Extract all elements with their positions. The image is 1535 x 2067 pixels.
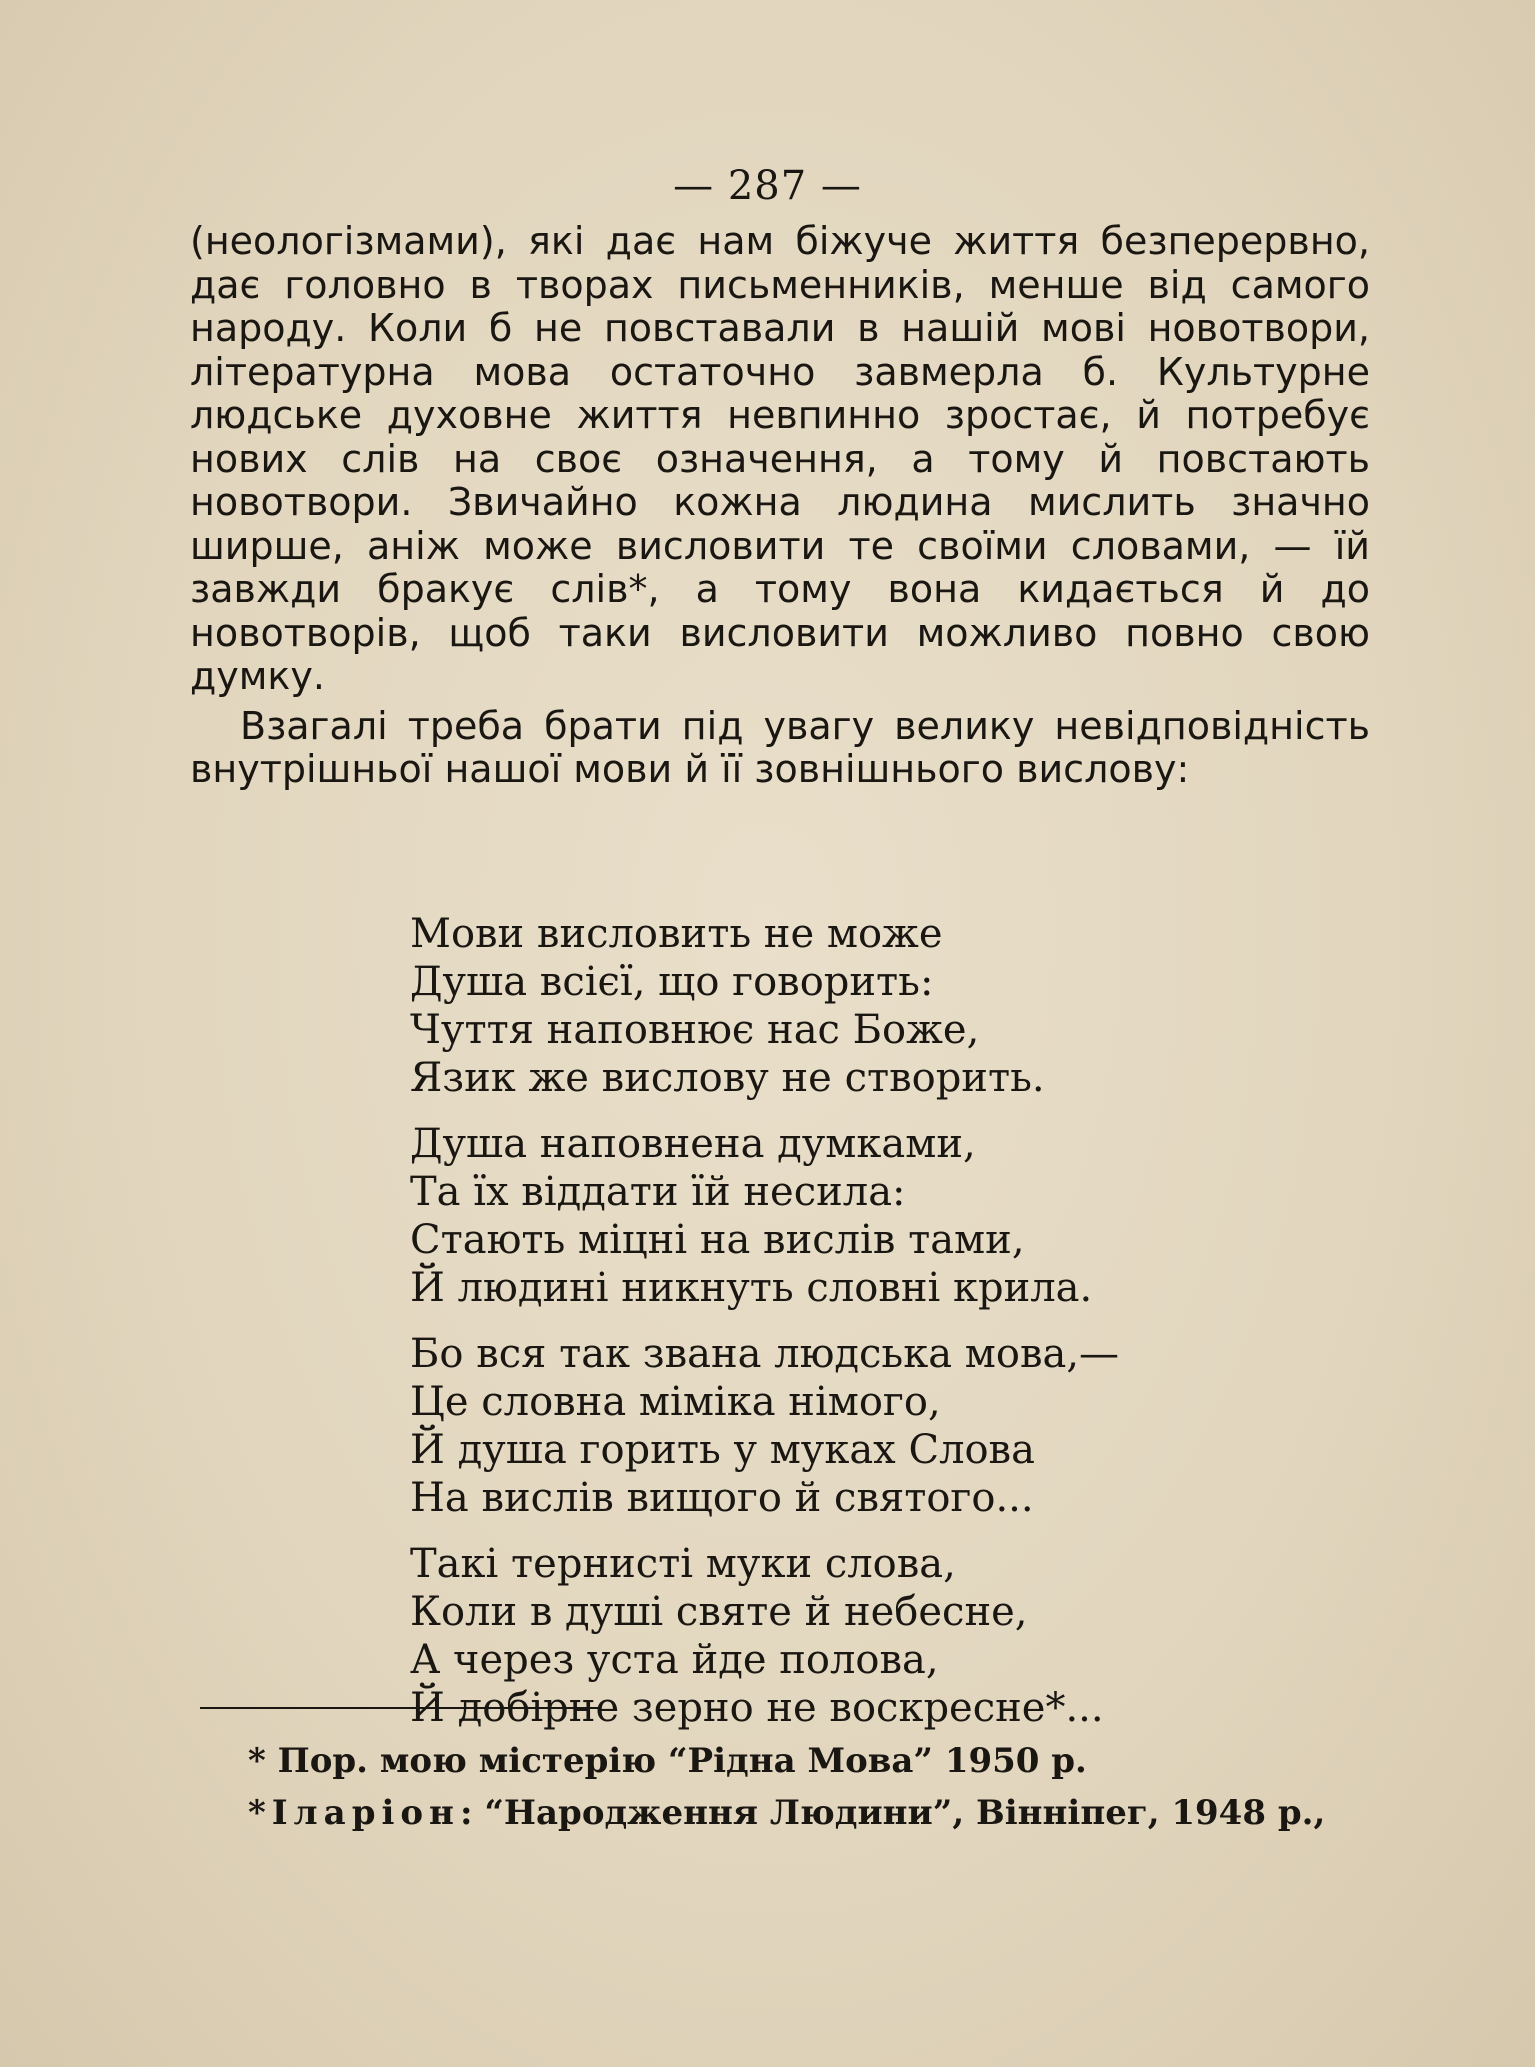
footnote-text: : “Народження Людини”, Вінніпег, 1948 р.,: [459, 1793, 1326, 1833]
stanza: [410, 1120, 1119, 1312]
poem-line: Й добірне зерно не воскресне*...: [410, 1685, 1104, 1731]
footnote-divider: [200, 1707, 600, 1709]
poem-line: Й людині никнуть словні крила.: [410, 1265, 1093, 1311]
poem-line: Язик же вислову не створить.: [410, 1055, 1045, 1101]
footnote: [248, 1787, 1325, 1839]
footnotes: [248, 1735, 1325, 1839]
stanza: [410, 1540, 1119, 1732]
poem-line: Й душа горить у муках Слова: [410, 1427, 1035, 1473]
footnote: * Пор. мою містерію “Рідна Мова” 1950 р.: [248, 1741, 1087, 1781]
poem-line: Душа всієї, що говорить:: [410, 959, 934, 1005]
poem-line: Стають міцні на вислів тами,: [410, 1217, 1025, 1263]
poem-line: Душа наповнена думками,: [410, 1121, 976, 1167]
poem-line: Це словна міміка німого,: [410, 1379, 941, 1425]
poem-line: На вислів вищого й святого...: [410, 1475, 1034, 1521]
poem-line: Такі тернисті муки слова,: [410, 1541, 956, 1587]
prose-block: [190, 220, 1370, 792]
poem-line: Коли в душі святе й небесне,: [410, 1589, 1028, 1635]
paragraph: (неологізмами), які дає нам біжуче життя безперервно, дає головно в творах письменників, менше від самого народу. Коли б не повставали в нашій мові новотвори, літературна мова остаточно завмерла б. Культурне людське духовне життя невпинно зростає, й потребує нових слів на своє означення, а тому й повстають новотвори. Звичайно кожна людина мислить значно ширше, аніж може висловити те своїми словами, — їй завжди бракує слів*, а тому вона кидається й до новотворів, щоб таки висловити можливо повно свою думку.: [190, 219, 1370, 698]
stanza: [410, 1330, 1119, 1522]
page-number: — 287 —: [673, 163, 862, 209]
poem-line: Чуття наповнює нас Боже,: [410, 1007, 980, 1053]
poem: [410, 910, 1119, 1750]
poem-line: Та їх віддати їй несила:: [410, 1169, 906, 1215]
paragraph: Взагалі треба брати під увагу велику невідповідність внутрішньої нашої мови й її зовнішнього вислову:: [190, 703, 1370, 791]
stanza: [410, 910, 1119, 1102]
poem-line: Мови висловить не може: [410, 911, 943, 957]
footnote-author: *Іларіон: [248, 1793, 460, 1833]
poem-line: Бо вся так звана людська мова,—: [410, 1331, 1120, 1377]
poem-line: А через уста йде полова,: [410, 1637, 939, 1683]
